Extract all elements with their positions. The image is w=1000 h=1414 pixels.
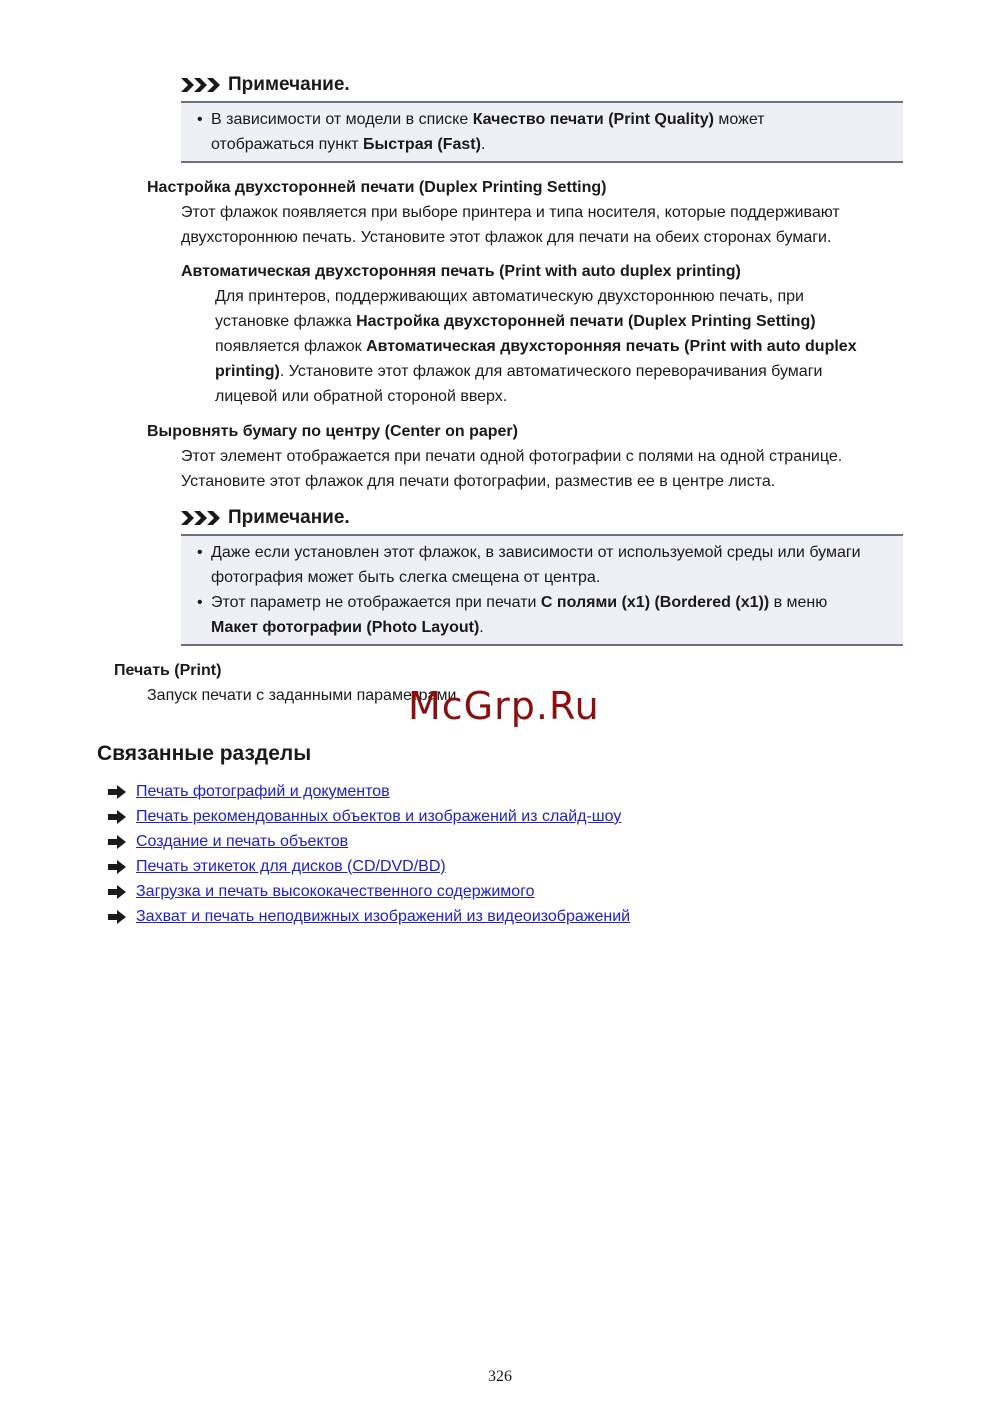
related-link-item[interactable] bbox=[108, 879, 535, 904]
print-text: Запуск печати с заданными параметрами. bbox=[147, 687, 461, 704]
center-text: Установите этот флажок для печати фотографии, разместив ее в центре листа. bbox=[181, 473, 776, 490]
related-link[interactable]: Создание и печать объектов bbox=[136, 832, 349, 850]
arrow-right-icon bbox=[108, 860, 126, 874]
duplex-text: двухстороннюю печать. Установите этот флажок для печати на обеих сторонах бумаги. bbox=[181, 229, 832, 246]
related-link[interactable]: Печать фотографий и документов bbox=[136, 782, 390, 800]
arrow-right-icon bbox=[108, 835, 126, 849]
note-text: Макет фотографии (Photo Layout). bbox=[211, 619, 484, 636]
related-link[interactable]: Печать рекомендованных объектов и изображений из слайд-шоу bbox=[136, 807, 622, 825]
related-link-item[interactable] bbox=[108, 779, 390, 804]
center-text: Этот элемент отображается при печати одной фотографии с полями на одной странице. bbox=[181, 448, 843, 465]
page-number: 326 bbox=[488, 1368, 512, 1385]
center-heading: Выровнять бумагу по центру (Center on paper) bbox=[147, 423, 518, 440]
arrow-right-icon bbox=[108, 910, 126, 924]
related-link[interactable]: Загрузка и печать высококачественного содержимого bbox=[136, 882, 535, 900]
related-link-item[interactable] bbox=[108, 804, 621, 829]
note-box bbox=[181, 101, 903, 163]
arrow-right-icon bbox=[108, 810, 126, 824]
auto-duplex-text: лицевой или обратной стороной вверх. bbox=[215, 388, 508, 405]
note-title: Примечание. bbox=[228, 507, 350, 528]
note-header bbox=[181, 507, 350, 529]
triple-chevron-icon bbox=[181, 509, 225, 527]
note-text: фотография может быть слегка смещена от центра. bbox=[211, 569, 601, 586]
related-link-item[interactable] bbox=[108, 854, 446, 879]
note-bullet: • bbox=[197, 111, 203, 128]
note-bullet: • bbox=[197, 594, 203, 611]
auto-duplex-heading: Автоматическая двухсторонняя печать (Print with auto duplex printing) bbox=[181, 263, 741, 280]
auto-duplex-text: Для принтеров, поддерживающих автоматическую двухстороннюю печать, при bbox=[215, 288, 804, 305]
related-title: Связанные разделы bbox=[97, 742, 312, 765]
auto-duplex-text: printing). Установите этот флажок для автоматического переворачивания бумаги bbox=[215, 363, 823, 380]
auto-duplex-text: появляется флажок Автоматическая двухсторонняя печать (Print with auto duplex bbox=[215, 338, 857, 355]
related-link[interactable]: Захват и печать неподвижных изображений из видеоизображений bbox=[136, 907, 631, 925]
note-text: отображаться пункт Быстрая (Fast). bbox=[211, 136, 486, 153]
arrow-right-icon bbox=[108, 785, 126, 799]
duplex-heading: Настройка двухсторонней печати (Duplex Printing Setting) bbox=[147, 179, 607, 196]
watermark: McGrp.Ru bbox=[408, 684, 600, 728]
duplex-text: Этот флажок появляется при выборе принтера и типа носителя, которые поддерживают bbox=[181, 204, 840, 221]
note-box bbox=[181, 534, 903, 646]
note-header bbox=[181, 74, 350, 96]
arrow-right-icon bbox=[108, 885, 126, 899]
note-text: Этот параметр не отображается при печати С полями (x1) (Bordered (x1)) в меню bbox=[211, 594, 828, 611]
print-heading: Печать (Print) bbox=[114, 662, 222, 679]
related-link-item[interactable] bbox=[108, 904, 630, 929]
note-text: В зависимости от модели в списке Качество печати (Print Quality) может bbox=[211, 111, 765, 128]
note-bullet: • bbox=[197, 544, 203, 561]
note-title: Примечание. bbox=[228, 74, 350, 95]
triple-chevron-icon bbox=[181, 76, 225, 94]
auto-duplex-text: установке флажка Настройка двухсторонней печати (Duplex Printing Setting) bbox=[215, 313, 816, 330]
note-text: Даже если установлен этот флажок, в зависимости от используемой среды или бумаги bbox=[211, 544, 861, 561]
related-link-item[interactable] bbox=[108, 829, 348, 854]
related-link[interactable]: Печать этикеток для дисков (CD/DVD/BD) bbox=[136, 857, 446, 875]
